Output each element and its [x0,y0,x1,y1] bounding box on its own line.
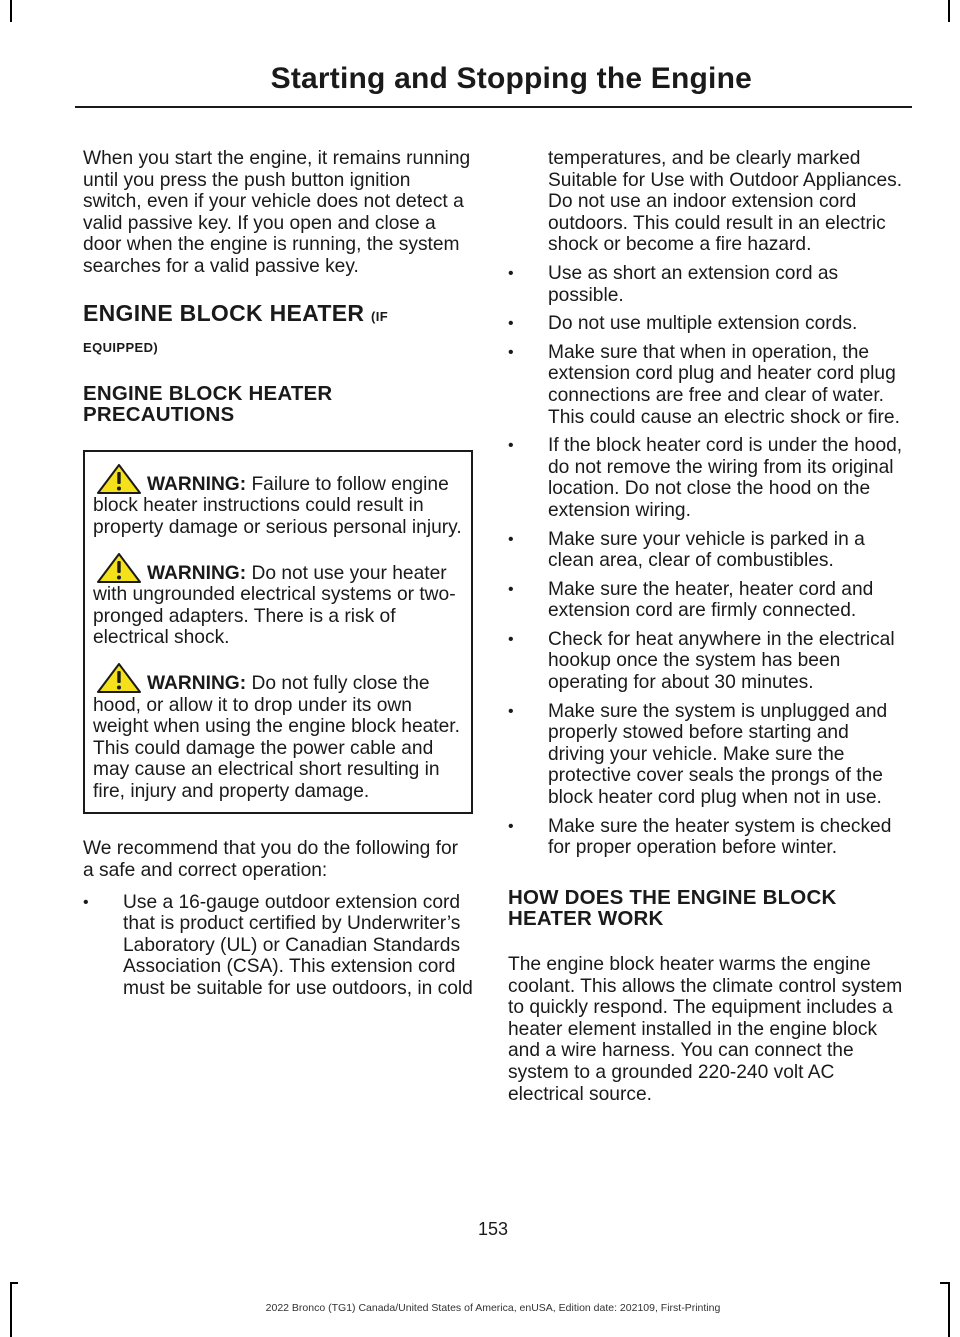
warning-text: Do not fully close the hood, or allow it to drop under its own weight when using the engine block heater. This could damage the power cable and may cause an electrical short resulting in fire, injury and property damage. [93,672,460,802]
warning-box [83,450,473,815]
warning-text: Failure to follow engine block heater instructions could result in property damage or serious personal injury. [93,473,462,538]
warning-1 [93,464,463,539]
recommend-paragraph: We recommend that you do the following for a safe and correct operation: [83,838,459,882]
warning-2 [93,553,463,649]
list-item: • Do not use multiple extension cords. [508,313,908,335]
warning-label: WARNING: [147,473,247,495]
list-item-continuation: temperatures, and be clearly marked Suitable for Use with Outdoor Appliances. Do not use an indoor extension cord outdoors. This could result in an electric shock or become a fire hazard. [548,148,903,256]
list-item: • Check for heat anywhere in the electrical hookup once the system has been operating for about 30 minutes. [508,629,908,694]
left-column [83,148,473,1007]
list-item: • Use as short an extension cord as possible. [508,263,908,306]
warning-triangle-icon [97,553,141,583]
warning-3 [93,663,463,803]
right-column [508,148,908,1125]
heading-qualifier: (IF [371,308,389,324]
how-it-works-paragraph: The engine block heater warms the engine coolant. This allows the climate control system to quickly respond. The equipment includes a heater element installed in the engine block and a wire harness. You can connect the system to a grounded 220-240 volt AC electrical source. [508,954,903,1105]
heading-qualifier-continued: EQUIPPED) [83,339,159,355]
warning-text: Do not use your heater with ungrounded electrical systems or two-pronged adapters. There is a risk of electrical shock. [93,562,456,649]
warning-label: WARNING: [147,672,247,694]
list-item: • Use a 16-gauge outdoor extension cord that is product certified by Underwriter’s Laboratory (UL) or Canadian Standards Association (CSA). This extension cord must be suitable for use outdoors, in cold [83,892,473,1000]
precaution-list-start [83,892,473,1000]
heading-text: ENGINE BLOCK HEATER [83,299,365,326]
intro-paragraph: When you start the engine, it remains running until you press the push button ignition switch, even if your vehicle does not detect a valid passive key. If you open and close a door when the engine is running, the system searches for a valid passive key. [83,148,471,277]
warning-triangle-icon [97,464,141,494]
list-item: • If the block heater cord is under the hood, do not remove the wiring from its original location. Do not close the hood on the extension wiring. [508,435,908,521]
page-header [75,62,912,108]
section-heading-engine-block-heater [83,298,473,332]
crop-mark-bottom-left-h [10,1282,18,1284]
list-item: • Make sure that when in operation, the extension cord plug and heater cord plug connections are free and clear of water. This could cause an electric shock or fire. [508,342,908,428]
page-number: 153 [477,1219,509,1239]
list-item: • Make sure the heater system is checked for proper operation before winter. [508,816,908,859]
warning-label: WARNING: [147,562,247,584]
footer-edition-info: 2022 Bronco (TG1) Canada/United States of America, enUSA, Edition date: 202109, First-Printing [265,1302,721,1314]
subsection-heading-how-it-works: HOW DOES THE ENGINE BLOCK HEATER WORK [508,885,837,931]
crop-mark-top-left [10,0,12,22]
list-item: • Make sure your vehicle is parked in a clean area, clear of combustibles. [508,529,908,572]
precaution-list [508,263,908,859]
list-item: • Make sure the heater, heater cord and extension cord are firmly connected. [508,579,908,622]
warning-triangle-icon [97,663,141,693]
subsection-heading-precautions: ENGINE BLOCK HEATER PRECAUTIONS [83,381,333,427]
page-title: Starting and Stopping the Engine [270,62,752,95]
crop-mark-top-right [948,0,950,22]
crop-mark-bottom-right-h [940,1282,948,1284]
list-item: • Make sure the system is unplugged and properly stowed before starting and driving your vehicle. Make sure the protective cover seals the prongs of the block heater cord plug when not in use. [508,701,908,809]
